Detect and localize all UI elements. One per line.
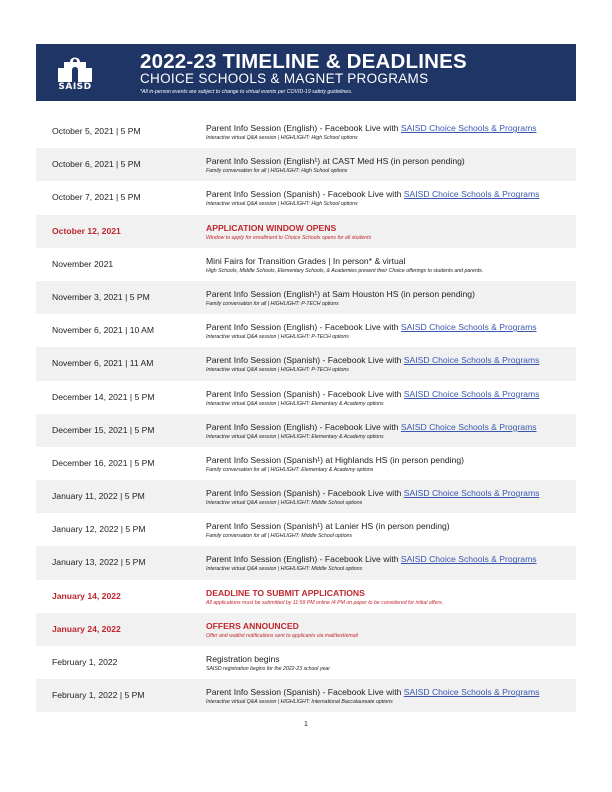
event-title: Parent Info Session (Spanish) - Facebook Live with [206,388,404,399]
event-title-line [206,322,572,333]
event-date: January 13, 2022 | 5 PM [52,557,146,568]
timeline-row [36,115,576,148]
facebook-live-link[interactable]: SAISD Choice Schools & Programs [403,189,540,200]
facebook-live-link[interactable]: SAISD Choice Schools & Programs [403,687,540,698]
event-detail: Interactive virtual Q&A session | HIGHLIGHT: International Baccalaureate options [206,699,393,706]
facebook-live-link[interactable]: SAISD Choice Schools & Programs [403,488,540,499]
event-description [206,355,572,374]
event-date: November 6, 2021 | 10 AM [52,325,155,336]
event-title-line [206,554,572,565]
event-detail: SAISD registration begins for the 2022-23 school year [206,666,330,672]
event-title-line [206,156,572,167]
facebook-live-link[interactable]: SAISD Choice Schools & Programs [403,388,540,399]
event-title-line [206,588,572,599]
event-description [206,123,572,142]
event-date: October 12, 2021 [52,225,121,236]
event-title-line [206,289,572,300]
event-description [206,189,572,208]
event-description [206,488,572,507]
event-title: Parent Info Session (English¹) at CAST Med HS (in person pending) [206,156,465,167]
page-title: 2022-23 TIMELINE & DEADLINES [140,50,467,73]
event-title: Parent Info Session (English) - Facebook Live with [206,421,401,432]
event-date: October 5, 2021 | 5 PM [52,126,141,136]
event-description [206,422,572,441]
page-subtitle: CHOICE SCHOOLS & MAGNET PROGRAMS [140,71,429,86]
event-title-line [206,687,572,698]
timeline-row [36,480,576,513]
event-date: October 6, 2021 | 5 PM [52,159,141,170]
event-title: Parent Info Session (English¹) at Sam Houston HS (in person pending) [206,288,475,299]
event-title-line [206,189,572,200]
timeline-row [36,679,576,712]
event-title: Parent Info Session (Spanish) - Facebook Live with [206,189,404,200]
event-title-line [206,654,572,665]
event-title-line [206,422,572,433]
page-number: 1 [304,721,308,728]
timeline-row [36,414,576,447]
event-title: Parent Info Session (Spanish¹) at Highlands HS (in person pending) [206,454,464,465]
event-title-line [206,521,572,532]
event-date: October 7, 2021 | 5 PM [52,192,141,203]
event-date: January 12, 2022 | 5 PM [52,524,146,535]
event-date: February 1, 2022 [52,657,118,667]
event-detail: Offer and waitlist notifications sent to applicants via mail/text/email [206,632,358,639]
event-date: November 3, 2021 | 5 PM [52,291,150,302]
event-title: Parent Info Session (Spanish) - Facebook Live with [206,488,404,499]
event-title-line [206,488,572,499]
timeline-row [36,646,576,679]
facebook-live-link[interactable]: SAISD Choice Schools & Programs [400,322,537,333]
event-title: Mini Fairs for Transition Grades | In person* & virtual [206,255,406,266]
event-title-line [206,123,572,134]
event-description [206,256,572,275]
event-date: December 14, 2021 | 5 PM [52,391,155,402]
event-title-line [206,389,572,400]
facebook-live-link[interactable]: SAISD Choice Schools & Programs [403,355,540,366]
event-detail: Interactive virtual Q&A session | HIGHLIGHT: P-TECH options [206,367,349,374]
timeline-row [36,181,576,214]
timeline-row [36,215,576,248]
facebook-live-link[interactable]: SAISD Choice Schools & Programs [400,421,537,432]
event-title: Registration begins [206,654,280,664]
event-description [206,322,572,341]
event-date: November 6, 2021 | 11 AM [52,358,154,369]
event-description [206,521,572,540]
timeline-table [36,115,576,712]
event-detail: All applications must be submitted by 11:59 PM online /4 PM on paper to be considered for initial offers. [206,599,444,606]
event-description [206,554,572,573]
timeline-row [36,281,576,314]
timeline-row [36,447,576,480]
timeline-row [36,613,576,646]
event-title-line [206,256,572,267]
event-title: Parent Info Session (Spanish) - Facebook Live with [206,687,404,698]
event-date: December 16, 2021 | 5 PM [52,457,155,468]
event-detail: Interactive virtual Q&A session | HIGHLIGHT: Elementary & Academy options [206,400,384,407]
timeline-row [36,248,576,281]
event-title-line [206,455,572,466]
timeline-row [36,148,576,181]
event-title-line [206,621,572,632]
timeline-row [36,347,576,380]
event-title: APPLICATION WINDOW OPENS [206,222,337,233]
event-description [206,654,572,673]
event-title: OFFERS ANNOUNCED [206,620,299,631]
event-date: January 11, 2022 | 5 PM [52,491,145,502]
logo-text: SAISD [58,82,92,92]
event-detail: Family conversation for all | HIGHLIGHT: Elementary & Academy options [206,466,374,473]
event-title: Parent Info Session (Spanish) - Facebook Live with [206,355,404,366]
event-detail: Interactive virtual Q&A session | HIGHLIGHT: High School options [206,201,358,208]
event-detail: Interactive virtual Q&A session | HIGHLIGHT: Elementary & Academy options [206,433,384,440]
event-description [206,455,572,474]
event-date: December 15, 2021 | 5 PM [52,424,155,435]
timeline-row [36,580,576,613]
event-description [206,588,572,607]
event-description [206,389,572,408]
event-title-line [206,223,572,234]
event-detail: Interactive virtual Q&A session | HIGHLIGHT: P-TECH options [206,334,349,341]
event-description [206,156,572,175]
header-banner [36,44,576,101]
event-title: Parent Info Session (English) - Facebook Live with [206,123,401,133]
event-date: November 2021 [52,258,114,269]
event-detail: Interactive virtual Q&A session | HIGHLIGHT: Middle School options [206,500,363,507]
timeline-row [36,546,576,579]
event-date: January 24, 2022 [52,623,121,634]
event-description [206,289,572,308]
event-date: January 14, 2022 [52,590,121,601]
event-date: February 1, 2022 | 5 PM [52,690,145,701]
event-description [206,687,572,706]
event-detail: Family conversation for all | HIGHLIGHT: P-TECH options [206,300,339,307]
event-detail: Family conversation for all | HIGHLIGHT: High School options [206,168,348,175]
covid-note: *All in-person events are subject to change to virtual events per COVID-19 safety guidelines. [140,89,353,95]
event-detail: High Schools, Middle Schools, Elementary Schools, & Academies present their Choice offerings to students and parents. [206,267,484,274]
event-title-line [206,355,572,366]
event-detail: Interactive virtual Q&A session | HIGHLIGHT: Middle School options [206,566,363,573]
event-description [206,223,572,242]
event-title: Parent Info Session (Spanish¹) at Lanier HS (in person pending) [206,521,450,532]
timeline-row [36,314,576,347]
event-description [206,621,572,640]
timeline-row [36,513,576,546]
event-detail: Family conversation for all | HIGHLIGHT: Middle School options [206,533,352,540]
event-detail: Interactive virtual Q&A session | HIGHLIGHT: High School options [206,135,358,141]
facebook-live-link[interactable]: SAISD Choice Schools & Programs [400,554,537,565]
facebook-live-link[interactable]: SAISD Choice Schools & Programs [400,123,537,133]
event-title: Parent Info Session (English) - Facebook Live with [206,554,401,565]
timeline-row [36,381,576,414]
event-title: Parent Info Session (English) - Facebook Live with [206,322,401,333]
event-detail: Window to apply for enrollment to Choice Schools opens for all students [206,234,372,241]
event-title: DEADLINE TO SUBMIT APPLICATIONS [206,587,365,598]
